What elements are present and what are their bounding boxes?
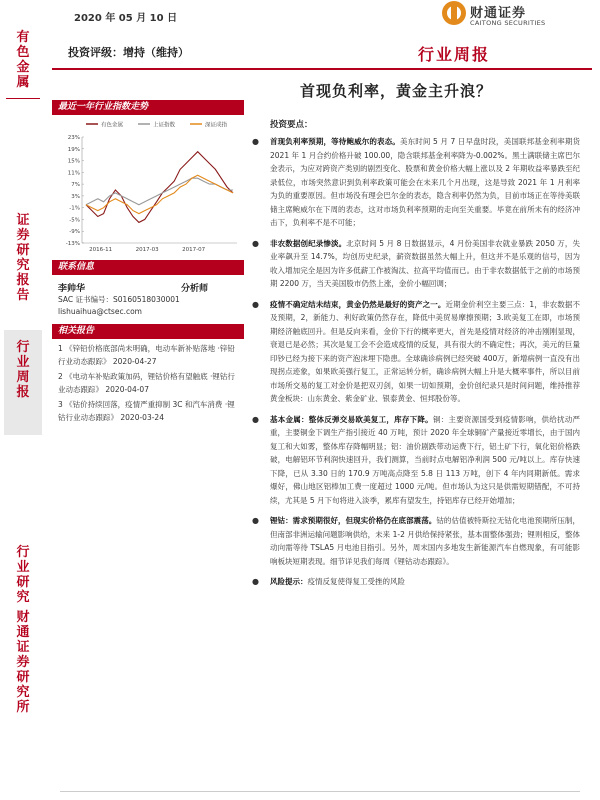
- sidebar-research-label: 行业研究: [16, 545, 30, 605]
- bullet-lead: 非农数据创纪录惨淡。: [270, 238, 347, 248]
- bullet-text: 疫情反复使得复工受挫的风险: [307, 577, 405, 586]
- y-tick-label: -5%: [69, 217, 80, 224]
- sac-number: SAC 证书编号：S0160518030001: [58, 295, 180, 304]
- index-chart-svg: [52, 115, 244, 260]
- legend-label: 深证成指: [205, 122, 228, 129]
- related-reports: [52, 339, 244, 424]
- logo-text: 财通证券: [470, 6, 527, 21]
- related-header: 相关报告: [52, 324, 244, 339]
- bullet-text: 北京时间 5 月 8 日数据显示，4 月份美国非农就业暴跌 2050 万，失业率飙升至 14.7%，均创历史纪录，薪资数据虽然大幅上升，但这并不是乐观的信号，因为收入增加完全是因为许多低薪工作被淘汰、拉高平均值而已。由于非农数据低于之前的市场预期 2200 万，当天美国股市仍然上涨，金价小幅回调；: [270, 238, 581, 288]
- x-tick-label: 2016-11: [89, 247, 113, 253]
- y-tick-label: 7%: [71, 182, 80, 189]
- y-tick-label: -13%: [65, 241, 80, 247]
- sidebar-industry-label: 有色金属: [16, 30, 30, 90]
- related-report-item[interactable]: 2 《电动车补贴政策加码，锂钴价格有望触底 ·锂钴行业动态跟踪》 2020-04-07: [58, 372, 235, 394]
- legend-label: 有色金属: [101, 122, 124, 129]
- related-report-item[interactable]: 1 《锌铅价格底部尚未明确，电动车新补贴落地 ·锌铅行业动态跟踪》 2020-04-27: [58, 344, 235, 366]
- report-date: 2020 年 05 月 10 日: [74, 13, 178, 24]
- bullet-item: [250, 514, 580, 568]
- chart-header: 最近一年行业指数走势: [52, 100, 244, 115]
- related-report-item[interactable]: 3 《钴价持续回落，疫情严重抑制 3C 和汽车消费 ·锂钴行业动态跟踪》 2020-03-24: [58, 400, 235, 422]
- index-chart: [52, 115, 244, 260]
- y-tick-label: 23%: [67, 135, 80, 141]
- right-column: [250, 118, 580, 596]
- left-column: [52, 100, 244, 427]
- bullet-lead: 基本金属：整体反弹交易欧美复工，库存下降。: [270, 414, 433, 424]
- bullet-item: [250, 298, 580, 406]
- rating-bar: [52, 38, 592, 70]
- x-tick-label: 2017-07: [182, 247, 206, 253]
- bullet-item: [250, 575, 580, 589]
- sidebar-report-type: 证券研究报告: [16, 213, 30, 303]
- bullet-text: 铜：主要资源国受到疫情影响，供给扰动严重，主要铜金下调生产指引接近 40 万吨，预计 2020 年全球铜矿产量接近零增长，由于国内复工和大如雾，整体库存降幅明显；铝：油价剧跌带动运费下行，铝土矿下行，氧化铝价格跌破，电解铝环节利润快速回升，我们测算，当前时点电解铝净利润 500 元/吨以上。库存快速下降，已从 3.30 日的 170.9 万吨高点降至 5.8 日 113 万吨，创下 4 年内同期新低。需求爆好，佛山地区铝棒加工费一度超过 1000 元/吨。但市场认为这只是供需短期错配，不可持续，尤其是 5 月下旬将进入淡季，累库有望发生，持铝库存已经开始增加；: [270, 414, 581, 505]
- legend-label: 上证指数: [153, 122, 176, 129]
- bullet-lead: 首现负利率预期，等待鲍威尔的表态。: [270, 137, 400, 146]
- y-tick-label: 11%: [67, 170, 80, 177]
- analyst-role: 分析师: [180, 284, 208, 294]
- y-tick-label: 3%: [71, 193, 80, 200]
- section-title: 行业周报: [418, 45, 491, 64]
- analyst-row: [52, 275, 244, 294]
- key-points-label: 投资要点：: [270, 120, 313, 130]
- sidebar-institute-label: 财通证券研究所: [16, 610, 30, 715]
- bullet-item: [250, 237, 580, 291]
- bullet-lead: 锂钴：需求预期很好，但现实价格仍在底部震荡。: [270, 516, 437, 525]
- analyst-email[interactable]: lishuaihua@ctsec.com: [58, 307, 142, 316]
- y-tick-label: 19%: [67, 146, 80, 153]
- bullet-lead: 风险提示：: [270, 577, 308, 586]
- footer-rule: [60, 791, 580, 798]
- bullet-item: [250, 413, 580, 508]
- y-tick-label: 15%: [67, 158, 80, 165]
- analyst-name: 李帅华: [58, 284, 86, 294]
- bullet-text: 美东时间 5 月 7 日早盘时段，美国联邦基金利率期货 2021 年 1 月合约价格升破 100.00，隐含联邦基金利率降为-0.002%。黑土满联储主席巴尔金表示，为应对跨资产类别的剧烈变化、股票和黄金价格大幅上涨以及 2 年期收益率暴跌至纪录低位，市场突然意识到负利率政策可能会在未来几个月出现，这是导致 2021 年 1 月利率为负的重要原因。但市场没有理会巴尔金的表态，隐含利率仍然为负，目前市场正在等待美联储主席鲍威尔在下周的表态，这对市场负利率预期的走向至关重要。毕竟在前所未有的经济冲击下，负利率不是不可能；: [270, 137, 580, 227]
- sidebar-weekly-label: 行业周报: [16, 340, 30, 400]
- y-tick-label: -9%: [69, 229, 80, 236]
- contact-header: 联系信息: [52, 260, 244, 275]
- bullet-lead: 疫情不确定结未结束，黄金仍然是最好的资产之一。: [270, 299, 446, 309]
- bullet-text: 钴的估值被特斯拉无钴化电池预期所压制，但南部非洲运输问题影响供给，未来 1-2 月供给保持紧张，基本面整体强劲；锂则相反，整体动向需等待 TSLA5 月电池目指引。另外，周末国内多地发生新能源汽车自燃现象，有可能影响板块短期表现。细节详见我们每周《锂钴动态跟踪》。: [270, 516, 580, 566]
- bullet-item: [250, 135, 580, 230]
- series-line-0: [86, 152, 233, 223]
- bullet-text: 近期金价利空主要三点：1，非农数据不及预期，2，新能力、利好政策仍然存在，降低中美贸易摩擦预期；3.欧美复工在即，市场预期经济触底回升。但是反向来看，金价下行的概率更大，首先是疫情对经济的冲击刚刚显现，衰退已是必然；其次是复工会不会造成疫情的反复，具有很大的不确定性；再次，美元的巨量印钞已经为接下来的资产泡沫埋下隐患。全球确诊病例已经突破 400万，新增病例一直没有出现拐点迹象，如果欧美强行复工，正常运转分析，确诊病例大幅上升是大概率事件，所以目前市场所交易的复工对金价是把双刃剑，如果一切如预期，金价创纪录只是时间问题，维持推荐黄金板块：山东黄金、紫金矿业、银泰黄金、恒邦股份等。: [270, 299, 580, 403]
- sidebar: [0, 0, 46, 800]
- logo-mark-icon: [442, 1, 466, 25]
- investment-rating: 投资评级：增持（维持）: [68, 46, 189, 59]
- main-title: 首现负利率，黄金主升浪？: [300, 82, 493, 100]
- logo-subtitle: CAITONG SECURITIES: [470, 19, 546, 27]
- x-tick-label: 2017-03: [135, 247, 159, 253]
- sidebar-divider: [6, 98, 40, 99]
- y-tick-label: -1%: [69, 205, 80, 212]
